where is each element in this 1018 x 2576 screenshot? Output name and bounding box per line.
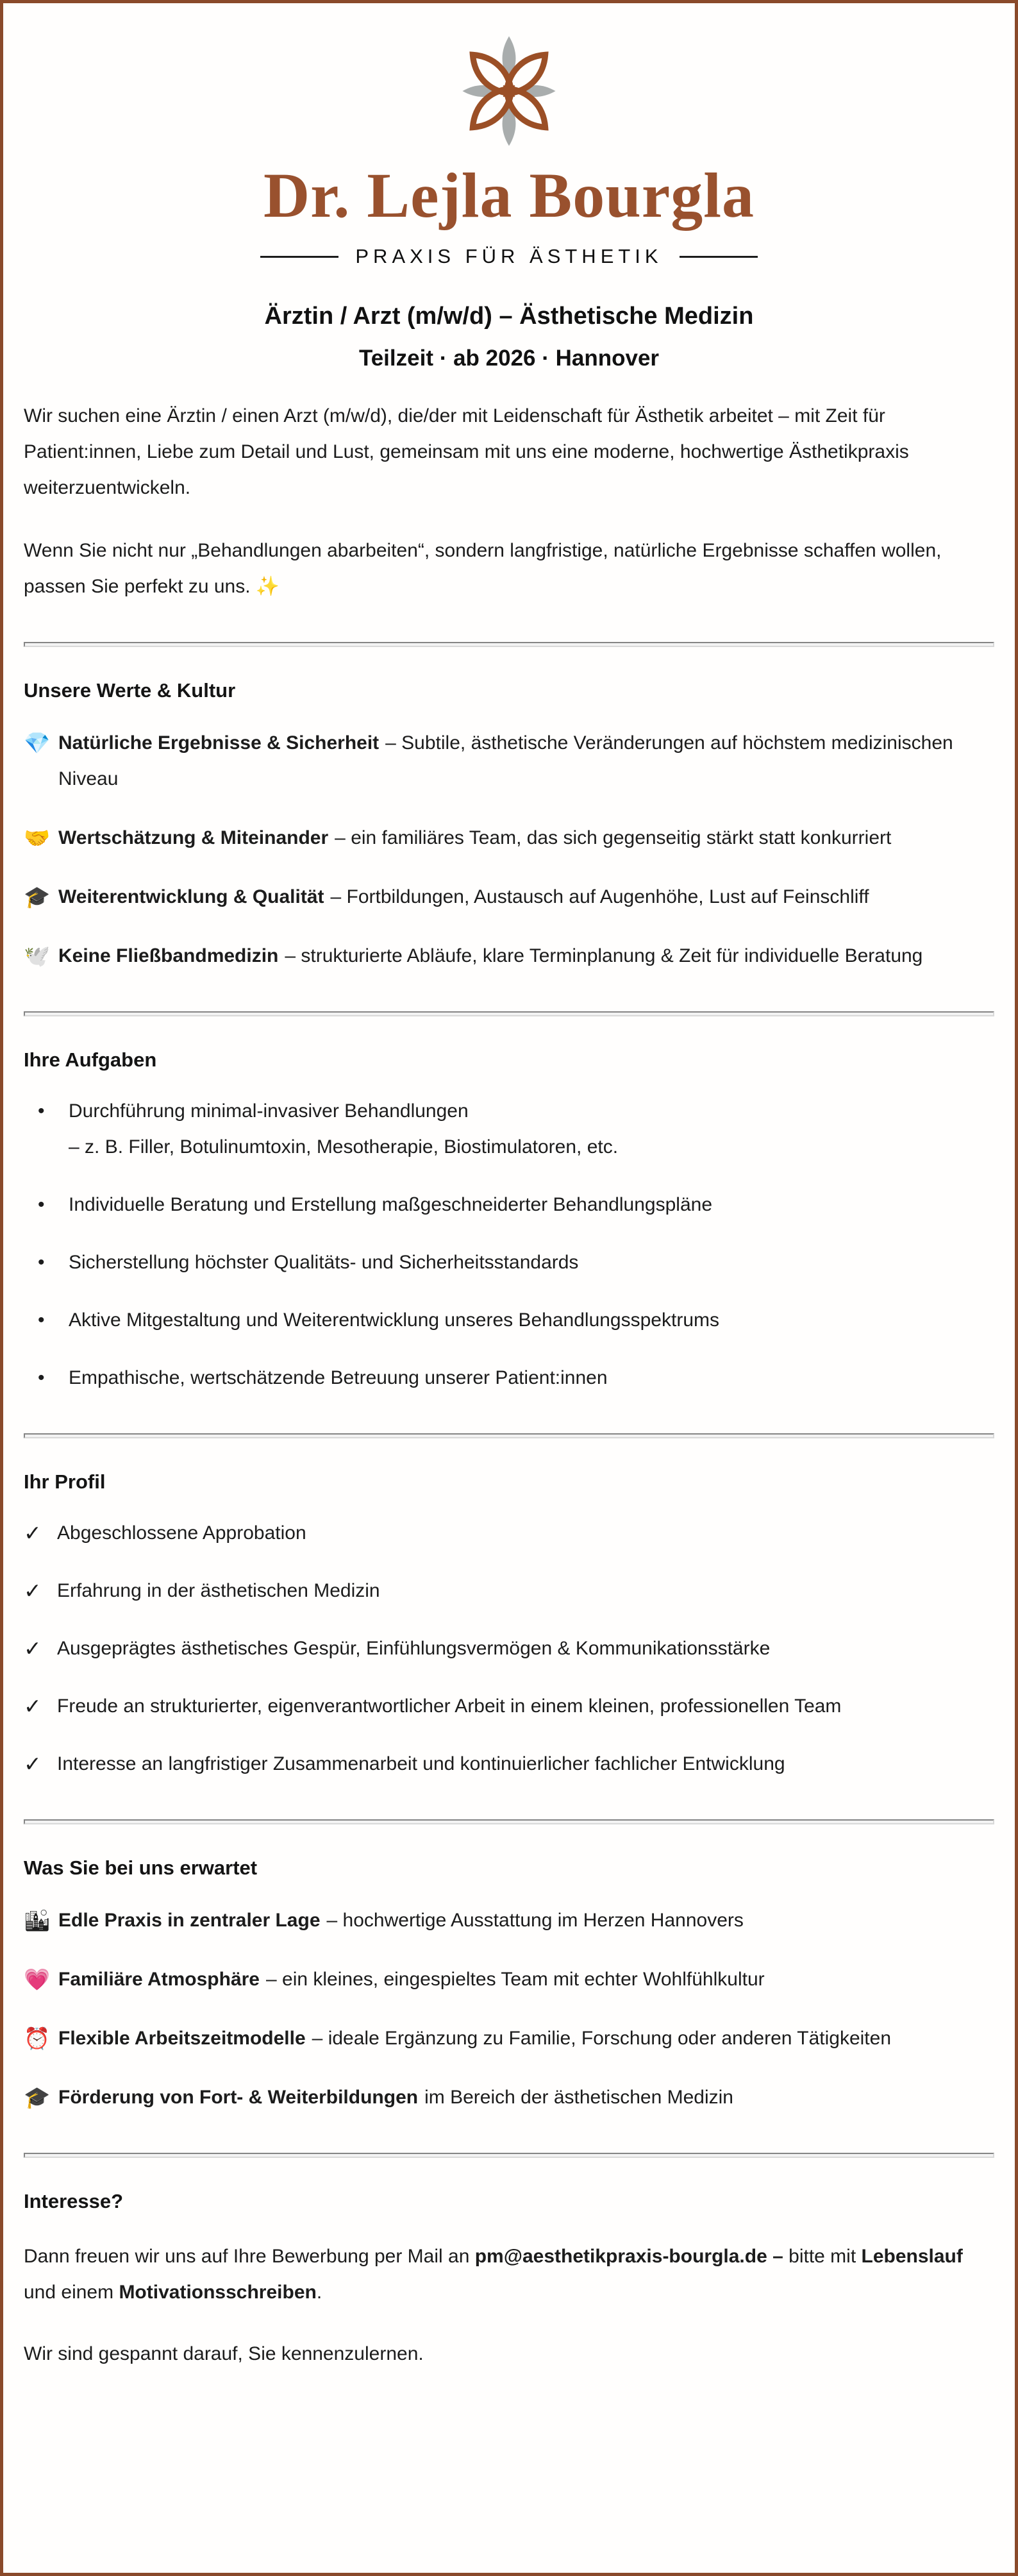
checkmark-icon: ✓ [24,1521,42,1545]
task-item-text: Individuelle Beratung und Erstellung maßgeschneiderter Behandlungspläne [69,1194,713,1215]
value-item-desc: – strukturierte Abläufe, klare Terminplanung & Zeit für individuelle Beratung [285,945,923,966]
practice-tagline [24,245,994,268]
checkmark-icon: ✓ [24,1637,42,1660]
task-item-text: Sicherstellung höchster Qualitäts- und Sicherheitsstandards [69,1252,579,1273]
offer-item-desc: – ideale Ergänzung zu Familie, Forschung oder anderen Tätigkeiten [312,2028,891,2049]
bullet-icon: • [38,1367,45,1388]
task-line: Durchführung minimal-invasiver Behandlungen [69,1100,469,1122]
profile-item [24,1746,994,1782]
intro-paragraph-1: Wir suchen eine Ärztin / einen Arzt (m/w/d), die/der mit Leidenschaft für Ästhetik arbeitet – mit Zeit für Patient:innen, Liebe zum Detail und Lust, gemeinsam mit uns eine moderne, hochwertige Ästhetikpraxis weiterzuentwickeln. [24,405,909,498]
contact-text: bitte mit [783,2246,862,2267]
value-item-text [58,938,994,974]
tagline-rule-right [680,256,758,258]
task-subline: – z. B. Filler, Botulinumtoxin, Mesotherapie, Biostimulatoren, etc. [69,1136,619,1158]
value-item-label: Weiterentwicklung & Qualität [58,886,324,907]
contact-text: und einem [24,2282,119,2303]
motivation-letter-label: Motivationsschreiben [119,2282,317,2303]
task-item-text [69,1093,994,1165]
value-item-label: Natürliche Ergebnisse & Sicherheit [58,732,380,753]
offer-item [24,2021,994,2057]
tagline-rule-left [260,256,338,258]
value-item-desc: – Fortbildungen, Austausch auf Augenhöhe, Lust auf Feinschliff [330,886,869,907]
section-divider [24,1819,994,1824]
job-subtitle: Teilzeit · ab 2026 · Hannover [358,346,660,371]
offer-item-text [58,2080,994,2116]
alarm-clock-icon: ⏰ [24,2026,51,2050]
value-item-label: Wertschätzung & Miteinander [58,827,329,848]
checkmark-icon: ✓ [24,1579,42,1603]
values-heading: Unsere Werte & Kultur [24,679,236,702]
value-item-desc: – Subtile, ästhetische Veränderungen auf höchstem medizinischen Niveau [58,732,953,789]
profile-item-text: Freude an strukturierter, eigenverantwortlicher Arbeit in einem kleinen, professionellen Team [57,1696,842,1717]
checkmark-icon: ✓ [24,1752,42,1776]
profile-item [24,1688,994,1724]
profile-item-text: Ausgeprägtes ästhetisches Gespür, Einfühlungsvermögen & Kommunikationsstärke [57,1638,771,1659]
practice-name: Dr. Lejla Bourgla [263,160,755,231]
intro-paragraph-2: Wenn Sie nicht nur „Behandlungen abarbeiten“, sondern langfristige, natürliche Ergebnisse schaffen wollen, passen Sie perfekt zu uns. ✨ [24,540,942,597]
value-item-label: Keine Fließbandmedizin [58,945,279,966]
graduation-cap-icon: 🎓 [24,885,51,909]
offer-item-desc: im Bereich der ästhetischen Medizin [424,2087,733,2108]
practice-logo [24,31,994,154]
contact-heading: Interesse? [24,2190,124,2212]
value-item [24,725,994,797]
contact-text: . [316,2282,322,2303]
offer-item [24,1903,994,1939]
bullet-icon: • [38,1100,45,1122]
section-divider [24,642,994,647]
profile-item-text: Erfahrung in der ästhetischen Medizin [57,1580,380,1601]
task-item-text: Empathische, wertschätzende Betreuung unserer Patient:innen [69,1367,608,1388]
contact-section [24,2190,994,2372]
handshake-icon: 🤝 [24,826,51,850]
bullet-icon: • [38,1252,45,1273]
offer-item-text [58,1962,994,1998]
offer-item-text [58,1903,994,1939]
tagline-text: PRAXIS FÜR ÄSTHETIK [355,245,663,267]
section-divider [24,1011,994,1016]
offer-heading: Was Sie bei uns erwartet [24,1856,258,1879]
bullet-icon: • [38,1309,45,1331]
value-item [24,820,994,856]
section-divider [24,2153,994,2158]
task-item [24,1302,994,1338]
checkmark-icon: ✓ [24,1694,42,1718]
task-item [24,1360,994,1396]
value-item [24,879,994,915]
intro-section [24,398,994,605]
bullet-icon: • [38,1194,45,1215]
contact-text: Dann freuen wir uns auf Ihre Bewerbung per Mail an [24,2246,475,2267]
value-item-text [58,879,994,915]
profile-item [24,1631,994,1667]
task-item [24,1245,994,1281]
value-item-text [58,725,994,797]
offer-item-desc: – ein kleines, eingespieltes Team mit echter Wohlfühlkultur [266,1969,765,1990]
offer-item-desc: – hochwertige Ausstattung im Herzen Hannovers [326,1910,744,1931]
tasks-heading: Ihre Aufgaben [24,1048,157,1071]
offer-item [24,2080,994,2116]
application-paragraph [24,2239,994,2311]
growing-heart-icon: 💗 [24,1967,51,1991]
profile-item [24,1515,994,1551]
value-item-desc: – ein familiäres Team, das sich gegenseitig stärkt statt konkurriert [335,827,892,848]
profile-item-text: Interesse an langfristiger Zusammenarbeit und kontinuierlicher fachlicher Entwicklung [57,1753,785,1774]
value-item [24,938,994,974]
job-title: Ärztin / Arzt (m/w/d) – Ästhetische Medizin [264,303,754,330]
profile-item-text: Abgeschlossene Approbation [57,1522,306,1544]
cityscape-icon: 🏙 [24,1908,51,1932]
offer-item-label: Förderung von Fort- & Weiterbildungen [58,2087,419,2108]
offer-item-label: Familiäre Atmosphäre [58,1969,260,1990]
offer-item [24,1962,994,1998]
cv-label: Lebenslauf [861,2246,963,2267]
value-item-text [58,820,994,856]
dove-icon: 🕊️ [24,944,51,968]
flower-logo-icon [447,31,571,151]
task-item [24,1093,994,1165]
section-divider [24,1433,994,1438]
closing-paragraph: Wir sind gespannt darauf, Sie kennenzulernen. [24,2343,424,2364]
profile-heading: Ihr Profil [24,1470,106,1493]
offer-item-text [58,2021,994,2057]
offer-item-label: Edle Praxis in zentraler Lage [58,1910,321,1931]
gem-icon: 💎 [24,731,51,755]
profile-item [24,1573,994,1609]
offer-item-label: Flexible Arbeitszeitmodelle [58,2028,306,2049]
task-item [24,1187,994,1223]
graduation-cap-icon: 🎓 [24,2085,51,2109]
task-item-text: Aktive Mitgestaltung und Weiterentwicklung unseres Behandlungsspektrums [69,1309,719,1331]
email-link[interactable]: pm@aesthetikpraxis-bourgla.de – [474,2246,783,2267]
